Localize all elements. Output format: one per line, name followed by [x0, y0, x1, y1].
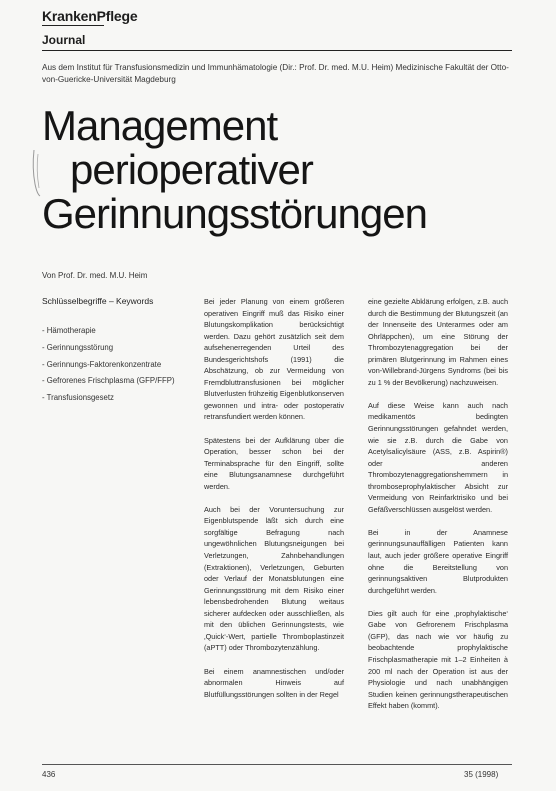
keywords-list	[42, 323, 175, 407]
body-column-2	[368, 296, 508, 723]
title-line-1: Management	[42, 102, 278, 149]
keyword-item: - Hämotherapie	[42, 326, 96, 335]
title-line-3: Gerinnungsstörungen	[42, 190, 427, 237]
volume-year: 35 (1998)	[464, 770, 499, 779]
header-rule-top	[42, 25, 104, 26]
journal-name: KrankenPflege	[42, 8, 138, 24]
paragraph: Auch bei der Voruntersuchung zur Eigenblutspende läßt sich durch eine sorgfältige Befragung nach ungewöhnlichen Blutungsneigungen bei Verletzungen, Zahnbehandlungen (Extraktionen), Verletzungen, Geburten oder Verlauf der Monatsblutungen eine Gerinnungsstörung mit dem Risiko einer lebensbedrohenden Blutung weitaus sicherer aufdecken oder ausschließen, als mit den üblichen Gerinnungstests, wie ‚Quick‘-Wert, partielle Thromboplastinzeit (aPTT) oder Thrombozytenzählung.	[204, 504, 344, 653]
paragraph: Auf diese Weise kann auch nach medikamentös bedingten Gerinnungsstörungen gefahndet werden, wie sie z.B. durch die Gabe von Acetylsalicylsäure (ASS, z.B. Aspirin®) oder anderen Thrombozytenaggregationshemmern in thromboseprophylaktischer Absicht zur Vermeidung von Reinfarktrisiko und bei Gefäßverschlüssen ausgelöst werden.	[368, 400, 508, 514]
article-title	[42, 104, 427, 236]
paragraph: Dies gilt auch für eine ‚prophylaktische‘ Gabe von Gefrorenem Frischplasma (GFP), das nach wie vor häufig zu beobachtende prophylaktische Frischplasmatherapie mit 1–2 Einheiten à 200 ml nach der Operation ist aus der Physiologie und nach unabhängigen Studien keinen gerinnungstherapeutischen Effekt haben (kommt).	[368, 608, 508, 711]
keyword-item: - Gerinnungsstörung	[42, 342, 114, 352]
paragraph: Bei jeder Planung von einem größeren operativen Eingriff muß das Risiko einer Blutungskomplikation berücksichtigt werden. Dazu gehört zusätzlich seit dem aufsehenerregenden Urteil des Bundesgerichtshofs (1991) die Abschätzung, ob zur Vermeidung von Fremdbluttransfusionen bei möglicher Blutverlusten frühzeitig Eigenblutkonserven gewonnen und intra- oder postoperativ retransfundiert werden können.	[204, 297, 344, 422]
section-name: Journal	[42, 33, 86, 47]
keyword-item: - Gefrorenes Frischplasma (GFP/FFP)	[42, 376, 175, 386]
paragraph: eine gezielte Abklärung erfolgen, z.B. auch durch die Bestimmung der Blutungszeit (an der Innenseite des Unterarmes oder am Ohrläppchen), um eine Störung der Thrombozytenaggregation bei der primären Blutgerinnung im Rahmen eines von-Willebrand-Jürgens Syndroms (bei bis zu 1 % der Bevölkerung) nachzuweisen.	[368, 297, 508, 387]
header-rule	[42, 50, 512, 51]
paragraph: Bei in der Anamnese gerinnungsunauffälligen Patienten kann laut, auch jeder größere operative Eingriff ohne die Bereitstellung von gerinnungsaktiven Blutprodukten durchgeführt werden.	[368, 527, 508, 595]
keyword-item: - Transfusionsgesetz	[42, 393, 114, 403]
title-line-2: perioperativer	[70, 146, 313, 193]
paragraph: Spätestens bei der Aufklärung über die Operation, besser schon bei der Terminabsprache für den Eingriff, sollte eine Blutungsanamnese durchgeführt werden.	[204, 435, 344, 491]
paragraph: Bei einem anamnestischen und/oder abnormalen Hinweis auf Blutfüllungsstörungen sollten in der Regel	[204, 666, 344, 699]
keyword-item: - Gerinnungs-Faktorenkonzentrate	[42, 359, 162, 369]
footer-rule	[42, 764, 512, 765]
page-number: 436	[42, 770, 56, 779]
keywords-heading: Schlüsselbegriffe – Keywords	[42, 296, 154, 306]
author-line: Von Prof. Dr. med. M.U. Heim	[42, 271, 148, 280]
body-column-1	[204, 296, 344, 712]
affiliation: Aus dem Institut für Transfusionsmedizin und Immunhämatologie (Dir.: Prof. Dr. med. M.U. Heim) Medizinische Fakultät der Otto-von-Guericke-Universität Magdeburg	[42, 63, 509, 84]
